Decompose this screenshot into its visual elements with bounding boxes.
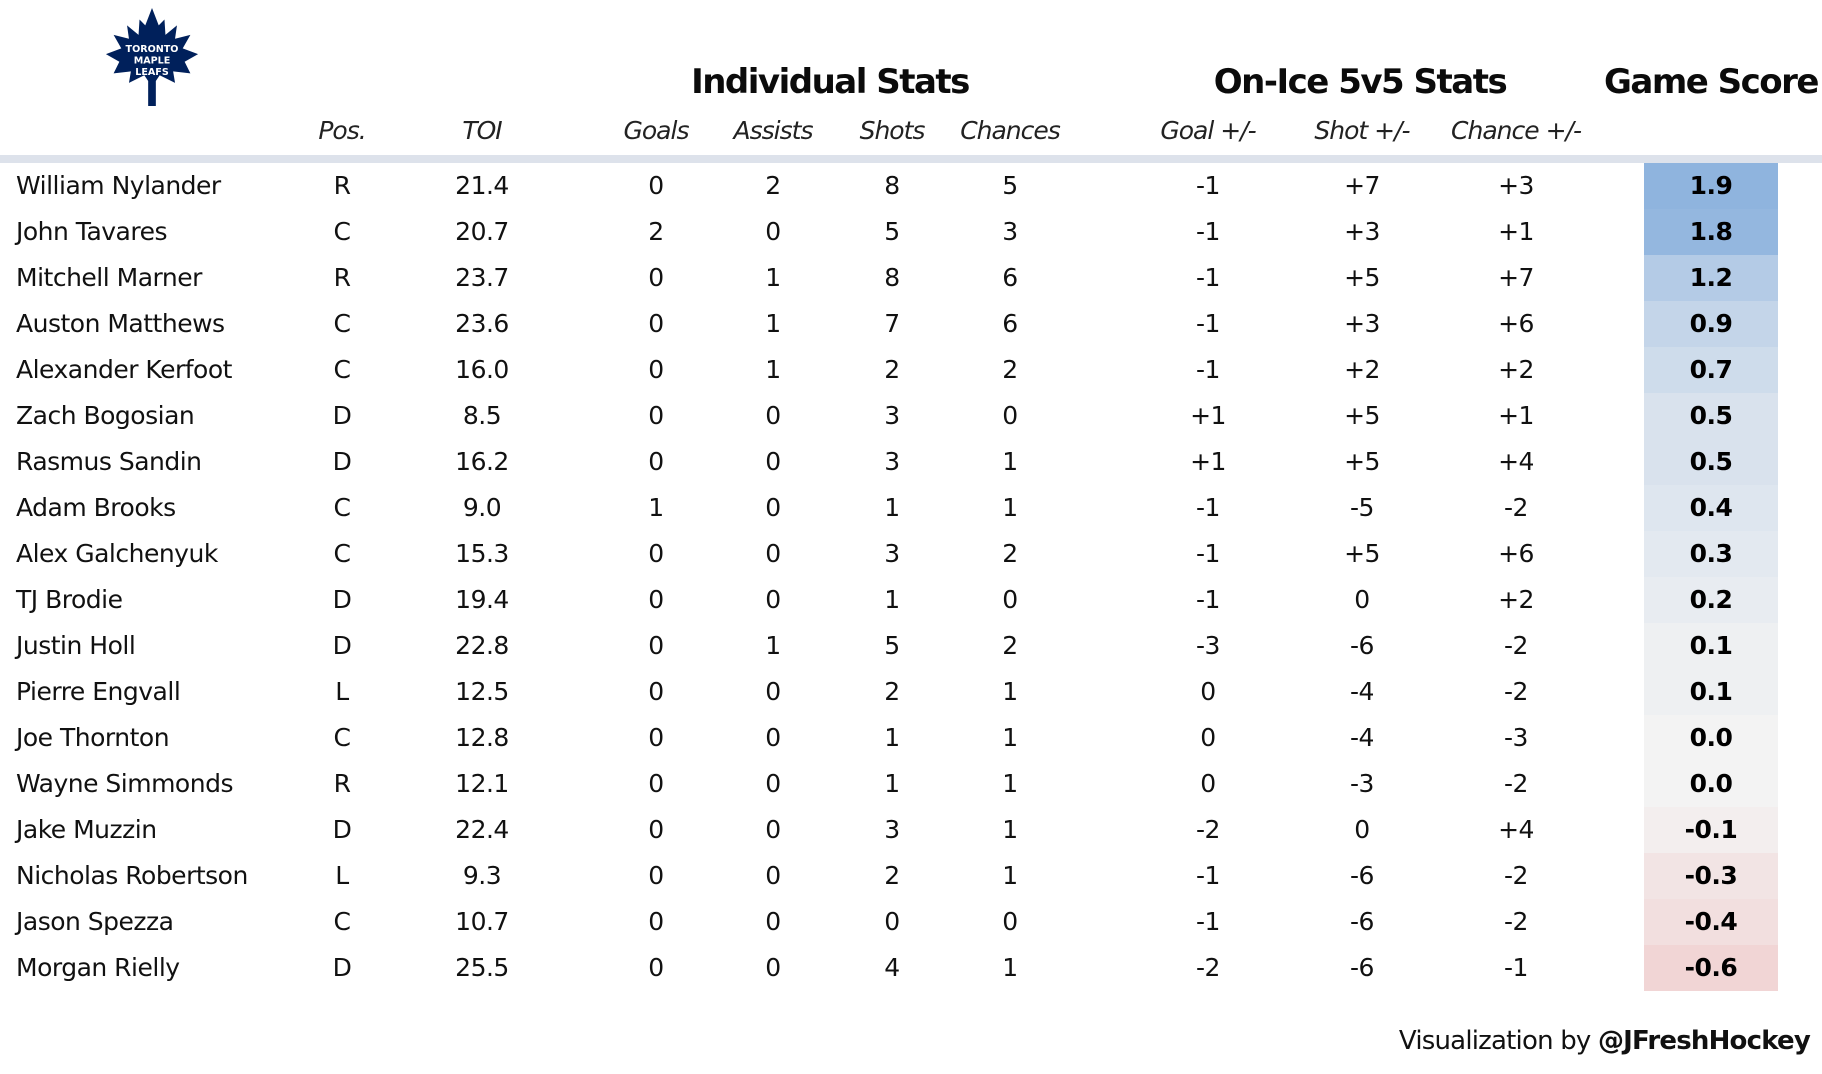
cell-chances: 0: [1002, 401, 1018, 430]
cell-pos: C: [333, 907, 351, 936]
cell-chance-pm: -3: [1504, 723, 1528, 752]
table-row: [0, 301, 1822, 347]
cell-assists: 0: [765, 447, 781, 476]
cell-pos: D: [332, 631, 352, 660]
cell-goals: 0: [648, 263, 664, 292]
cell-shots: 3: [884, 401, 900, 430]
cell-chances: 1: [1002, 861, 1018, 890]
cell-chance-pm: -2: [1504, 769, 1528, 798]
cell-shots: 2: [884, 677, 900, 706]
cell-toi: 9.3: [462, 861, 502, 890]
cell-pos: C: [333, 723, 351, 752]
cell-goal-pm: -1: [1196, 861, 1220, 890]
column-header-shot-pm: Shot +/-: [1314, 116, 1410, 145]
cell-goals: 0: [648, 815, 664, 844]
cell-toi: 12.8: [455, 723, 509, 752]
cell-pos: D: [332, 447, 352, 476]
cell-chances: 1: [1002, 815, 1018, 844]
cell-chance-pm: -2: [1504, 493, 1528, 522]
cell-goal-pm: -1: [1196, 309, 1220, 338]
cell-goals: 0: [648, 447, 664, 476]
cell-chance-pm: -2: [1504, 907, 1528, 936]
table-row: [0, 669, 1822, 715]
game-score-cell: -0.1: [1644, 807, 1778, 853]
cell-goal-pm: -1: [1196, 539, 1220, 568]
cell-assists: 0: [765, 815, 781, 844]
cell-toi: 21.4: [455, 171, 509, 200]
cell-shot-pm: 0: [1354, 585, 1370, 614]
game-score-cell: -0.3: [1644, 853, 1778, 899]
cell-shot-pm: -6: [1350, 631, 1374, 660]
column-header-chances: Chances: [960, 116, 1060, 145]
cell-pos: L: [335, 677, 349, 706]
player-name: Jason Spezza: [16, 907, 174, 936]
logo-line-1: TORONTO: [125, 44, 179, 56]
cell-pos: R: [333, 769, 351, 798]
cell-shots: 4: [884, 953, 900, 982]
player-name: John Tavares: [16, 217, 168, 246]
cell-shots: 8: [884, 171, 900, 200]
cell-shots: 5: [884, 631, 900, 660]
cell-chances: 2: [1002, 631, 1018, 660]
player-name: Morgan Rielly: [16, 953, 180, 982]
cell-shot-pm: -4: [1350, 723, 1374, 752]
cell-shots: 3: [884, 447, 900, 476]
column-header-shots: Shots: [859, 116, 925, 145]
game-score-cell: 0.7: [1644, 347, 1778, 393]
cell-chance-pm: +3: [1498, 171, 1534, 200]
cell-goal-pm: -1: [1196, 263, 1220, 292]
table-row: [0, 393, 1822, 439]
cell-shots: 3: [884, 539, 900, 568]
game-score-cell: -0.6: [1644, 945, 1778, 991]
cell-assists: 1: [765, 631, 781, 660]
cell-goal-pm: -1: [1196, 585, 1220, 614]
cell-goal-pm: -2: [1196, 815, 1220, 844]
cell-goal-pm: -3: [1196, 631, 1220, 660]
cell-assists: 0: [765, 585, 781, 614]
cell-chances: 1: [1002, 769, 1018, 798]
cell-chances: 1: [1002, 953, 1018, 982]
cell-chance-pm: +4: [1498, 447, 1534, 476]
cell-shot-pm: -6: [1350, 953, 1374, 982]
column-header-goals: Goals: [623, 116, 689, 145]
cell-shot-pm: -3: [1350, 769, 1374, 798]
cell-goals: 0: [648, 309, 664, 338]
cell-pos: D: [332, 401, 352, 430]
cell-toi: 16.2: [455, 447, 509, 476]
credit-handle: @JFreshHockey: [1597, 1026, 1810, 1056]
group-header-individual: Individual Stats: [691, 62, 969, 102]
cell-goals: 0: [648, 355, 664, 384]
cell-toi: 22.8: [455, 631, 509, 660]
cell-shots: 1: [884, 493, 900, 522]
player-name: TJ Brodie: [16, 585, 123, 614]
player-name: Justin Holl: [16, 631, 136, 660]
game-score-cell: 0.9: [1644, 301, 1778, 347]
column-header-assists: Assists: [733, 116, 813, 145]
cell-chances: 1: [1002, 677, 1018, 706]
cell-shot-pm: -5: [1350, 493, 1374, 522]
cell-pos: R: [333, 263, 351, 292]
cell-shots: 7: [884, 309, 900, 338]
cell-chances: 1: [1002, 447, 1018, 476]
credit-prefix: Visualization by: [1398, 1026, 1598, 1056]
cell-pos: L: [335, 861, 349, 890]
cell-pos: C: [333, 493, 351, 522]
cell-goal-pm: -1: [1196, 355, 1220, 384]
cell-assists: 0: [765, 861, 781, 890]
cell-chances: 0: [1002, 585, 1018, 614]
cell-assists: 2: [765, 171, 781, 200]
group-header-game-score: Game Score: [1603, 62, 1818, 102]
cell-goal-pm: +1: [1190, 401, 1226, 430]
game-score-cell: 1.8: [1644, 209, 1778, 255]
table-row: [0, 945, 1822, 991]
cell-toi: 8.5: [462, 401, 502, 430]
cell-chance-pm: +1: [1498, 401, 1534, 430]
cell-pos: C: [333, 217, 351, 246]
cell-assists: 0: [765, 539, 781, 568]
cell-pos: R: [333, 171, 351, 200]
player-name: Alexander Kerfoot: [16, 355, 232, 384]
cell-shots: 1: [884, 769, 900, 798]
cell-goals: 0: [648, 171, 664, 200]
cell-shot-pm: -4: [1350, 677, 1374, 706]
cell-chances: 2: [1002, 355, 1018, 384]
cell-shots: 2: [884, 355, 900, 384]
table-row: [0, 761, 1822, 807]
cell-chances: 5: [1002, 171, 1018, 200]
cell-assists: 1: [765, 355, 781, 384]
cell-chances: 0: [1002, 907, 1018, 936]
cell-goals: 0: [648, 907, 664, 936]
cell-toi: 12.5: [455, 677, 509, 706]
cell-goal-pm: -2: [1196, 953, 1220, 982]
cell-chance-pm: -2: [1504, 631, 1528, 660]
cell-shot-pm: +2: [1344, 355, 1380, 384]
table-row: [0, 531, 1822, 577]
cell-goals: 0: [648, 677, 664, 706]
cell-toi: 22.4: [455, 815, 509, 844]
game-score-cell: 1.2: [1644, 255, 1778, 301]
logo-line-3: LEAFS: [135, 67, 169, 79]
cell-goal-pm: -1: [1196, 493, 1220, 522]
cell-goals: 2: [648, 217, 664, 246]
cell-assists: 0: [765, 723, 781, 752]
table-row: [0, 807, 1822, 853]
column-header-goal-pm: Goal +/-: [1160, 116, 1256, 145]
column-header-toi: TOI: [462, 116, 502, 145]
player-name: Wayne Simmonds: [16, 769, 233, 798]
cell-assists: 0: [765, 677, 781, 706]
player-name: Zach Bogosian: [16, 401, 195, 430]
player-name: Pierre Engvall: [16, 677, 181, 706]
cell-goals: 0: [648, 723, 664, 752]
cell-shots: 5: [884, 217, 900, 246]
cell-chance-pm: +1: [1498, 217, 1534, 246]
cell-goals: 0: [648, 953, 664, 982]
game-score-cell: 1.9: [1644, 163, 1778, 209]
cell-pos: C: [333, 355, 351, 384]
game-score-cell: 0.5: [1644, 393, 1778, 439]
cell-toi: 19.4: [455, 585, 509, 614]
cell-chances: 3: [1002, 217, 1018, 246]
cell-shot-pm: 0: [1354, 815, 1370, 844]
group-header-on-ice: On-Ice 5v5 Stats: [1213, 62, 1507, 102]
table-row: [0, 347, 1822, 393]
table-row: [0, 163, 1822, 209]
cell-pos: C: [333, 309, 351, 338]
cell-shot-pm: +5: [1344, 539, 1380, 568]
player-name: Nicholas Robertson: [16, 861, 248, 890]
cell-toi: 10.7: [455, 907, 509, 936]
cell-chances: 2: [1002, 539, 1018, 568]
cell-assists: 0: [765, 953, 781, 982]
cell-assists: 0: [765, 401, 781, 430]
cell-assists: 0: [765, 217, 781, 246]
cell-chance-pm: -2: [1504, 677, 1528, 706]
cell-goal-pm: +1: [1190, 447, 1226, 476]
player-name: Joe Thornton: [16, 723, 170, 752]
cell-toi: 15.3: [455, 539, 509, 568]
player-name: Rasmus Sandin: [16, 447, 202, 476]
cell-assists: 1: [765, 263, 781, 292]
cell-toi: 12.1: [455, 769, 509, 798]
game-score-cell: 0.3: [1644, 531, 1778, 577]
cell-chance-pm: +6: [1498, 309, 1534, 338]
player-name: William Nylander: [16, 171, 221, 200]
column-header-chance-pm: Chance +/-: [1451, 116, 1581, 145]
player-name: Auston Matthews: [16, 309, 225, 338]
cell-chance-pm: +7: [1498, 263, 1534, 292]
cell-chance-pm: +6: [1498, 539, 1534, 568]
cell-assists: 0: [765, 907, 781, 936]
cell-goal-pm: -1: [1196, 217, 1220, 246]
table-row: [0, 715, 1822, 761]
credit: [1399, 1026, 1810, 1062]
table-row: [0, 439, 1822, 485]
cell-chance-pm: -2: [1504, 861, 1528, 890]
cell-goal-pm: 0: [1200, 769, 1216, 798]
game-score-cell: 0.4: [1644, 485, 1778, 531]
cell-goal-pm: 0: [1200, 677, 1216, 706]
game-score-cell: 0.5: [1644, 439, 1778, 485]
cell-shot-pm: +5: [1344, 401, 1380, 430]
cell-goals: 0: [648, 769, 664, 798]
cell-shots: 2: [884, 861, 900, 890]
cell-goals: 0: [648, 401, 664, 430]
cell-toi: 23.6: [455, 309, 509, 338]
cell-chances: 6: [1002, 309, 1018, 338]
game-score-cell: 0.1: [1644, 669, 1778, 715]
player-name: Alex Galchenyuk: [16, 539, 218, 568]
game-score-cell: 0.0: [1644, 761, 1778, 807]
cell-toi: 23.7: [455, 263, 509, 292]
table-row: [0, 577, 1822, 623]
game-score-cell: 0.1: [1644, 623, 1778, 669]
cell-pos: C: [333, 539, 351, 568]
cell-shot-pm: +3: [1344, 309, 1380, 338]
cell-shots: 3: [884, 815, 900, 844]
cell-toi: 25.5: [455, 953, 509, 982]
cell-shots: 8: [884, 263, 900, 292]
cell-chance-pm: +2: [1498, 355, 1534, 384]
cell-goals: 0: [648, 539, 664, 568]
cell-goals: 0: [648, 631, 664, 660]
cell-shot-pm: +7: [1344, 171, 1380, 200]
cell-toi: 16.0: [455, 355, 509, 384]
table-row: [0, 853, 1822, 899]
game-score-cell: 0.0: [1644, 715, 1778, 761]
cell-shots: 1: [884, 723, 900, 752]
table-row: [0, 899, 1822, 945]
cell-pos: D: [332, 953, 352, 982]
player-name: Mitchell Marner: [16, 263, 202, 292]
cell-assists: 0: [765, 493, 781, 522]
table-row: [0, 485, 1822, 531]
cell-pos: D: [332, 585, 352, 614]
cell-shot-pm: +5: [1344, 447, 1380, 476]
logo-line-2: MAPLE: [133, 55, 171, 67]
cell-shots: 0: [884, 907, 900, 936]
cell-shot-pm: -6: [1350, 907, 1374, 936]
cell-pos: D: [332, 815, 352, 844]
cell-chance-pm: +4: [1498, 815, 1534, 844]
table-row: [0, 255, 1822, 301]
table-row: [0, 623, 1822, 669]
cell-goals: 1: [648, 493, 664, 522]
cell-toi: 20.7: [455, 217, 509, 246]
cell-chances: 6: [1002, 263, 1018, 292]
cell-shot-pm: +5: [1344, 263, 1380, 292]
game-score-cell: 0.2: [1644, 577, 1778, 623]
cell-assists: 1: [765, 309, 781, 338]
player-name: Adam Brooks: [16, 493, 176, 522]
cell-shot-pm: +3: [1344, 217, 1380, 246]
cell-shot-pm: -6: [1350, 861, 1374, 890]
game-score-cell: -0.4: [1644, 899, 1778, 945]
cell-goal-pm: 0: [1200, 723, 1216, 752]
table-row: [0, 209, 1822, 255]
cell-chances: 1: [1002, 723, 1018, 752]
cell-goals: 0: [648, 861, 664, 890]
cell-chances: 1: [1002, 493, 1018, 522]
cell-goal-pm: -1: [1196, 171, 1220, 200]
cell-assists: 0: [765, 769, 781, 798]
cell-goals: 0: [648, 585, 664, 614]
cell-toi: 9.0: [462, 493, 502, 522]
cell-chance-pm: +2: [1498, 585, 1534, 614]
cell-shots: 1: [884, 585, 900, 614]
cell-goal-pm: -1: [1196, 907, 1220, 936]
column-header-pos: Pos.: [318, 116, 366, 145]
cell-chance-pm: -1: [1504, 953, 1528, 982]
player-name: Jake Muzzin: [16, 815, 157, 844]
